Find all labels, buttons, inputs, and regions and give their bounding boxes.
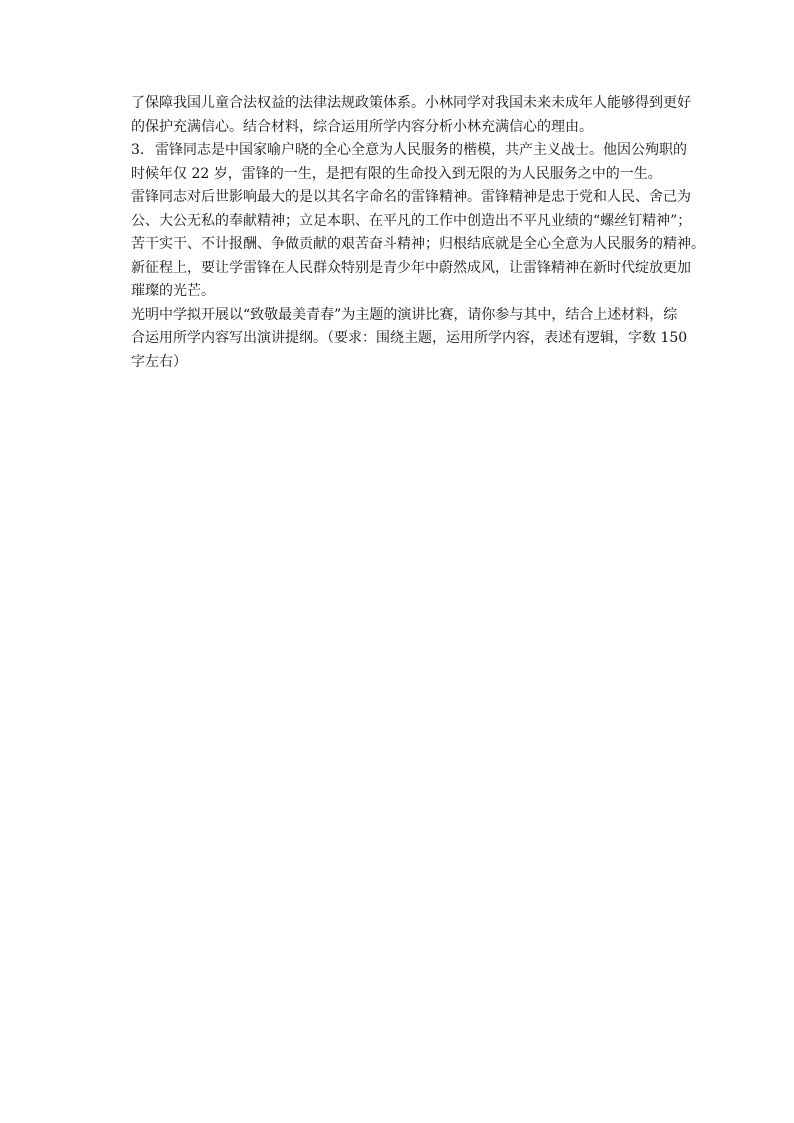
text-line: 字左右） <box>131 353 187 370</box>
text-line: 的保护充满信心。结合材料，综合运用所学内容分析小林充满信心的理由。 <box>131 118 593 135</box>
text-line: 雷锋同志是中国家喻户晓的全心全意为人民服务的楷模，共产主义战士。他因公殉职的 <box>155 142 687 158</box>
text-line: 苦干实干、不计报酬、争做贡献的艰苦奋斗精神；归根结底就是全心全意为人民服务的精神。 <box>131 236 705 252</box>
text-line: 光明中学拟开展以“致敬最美青春”为主题的演讲比赛，请你参与其中，结合上述材料，综 <box>131 306 678 323</box>
text-line: 时候年仅 22 岁，雷锋的一生，是把有限的生命投入到无限的为人民服务之中的一生。 <box>131 165 662 182</box>
question-3-line <box>131 139 711 163</box>
text-line: 新征程上，要让学雷锋在人民群众特别是青少年中蔚然成风，让雷锋精神在新时代绽放更加 <box>131 259 691 276</box>
text-line: 雷锋同志对后世影响最大的是以其名字命名的雷锋精神。雷锋精神是忠于党和人民、舍己为 <box>131 189 691 205</box>
text-line: 了保障我国儿童合法权益的法律法规政策体系。小林同学对我国未来未成年人能够得到更好 <box>131 95 691 111</box>
document-body <box>131 92 711 374</box>
text-line: 璀璨的光芒。 <box>131 283 215 299</box>
text-line: 公、大公无私的奉献精神；立足本职、在平凡的工作中创造出不平凡业绩的“螺丝钉精神”； <box>131 212 692 229</box>
text-line: 合运用所学内容写出演讲提纲。（要求：围绕主题，运用所学内容，表述有逻辑，字数 150 <box>131 330 688 346</box>
question-number: 3. <box>131 142 145 158</box>
